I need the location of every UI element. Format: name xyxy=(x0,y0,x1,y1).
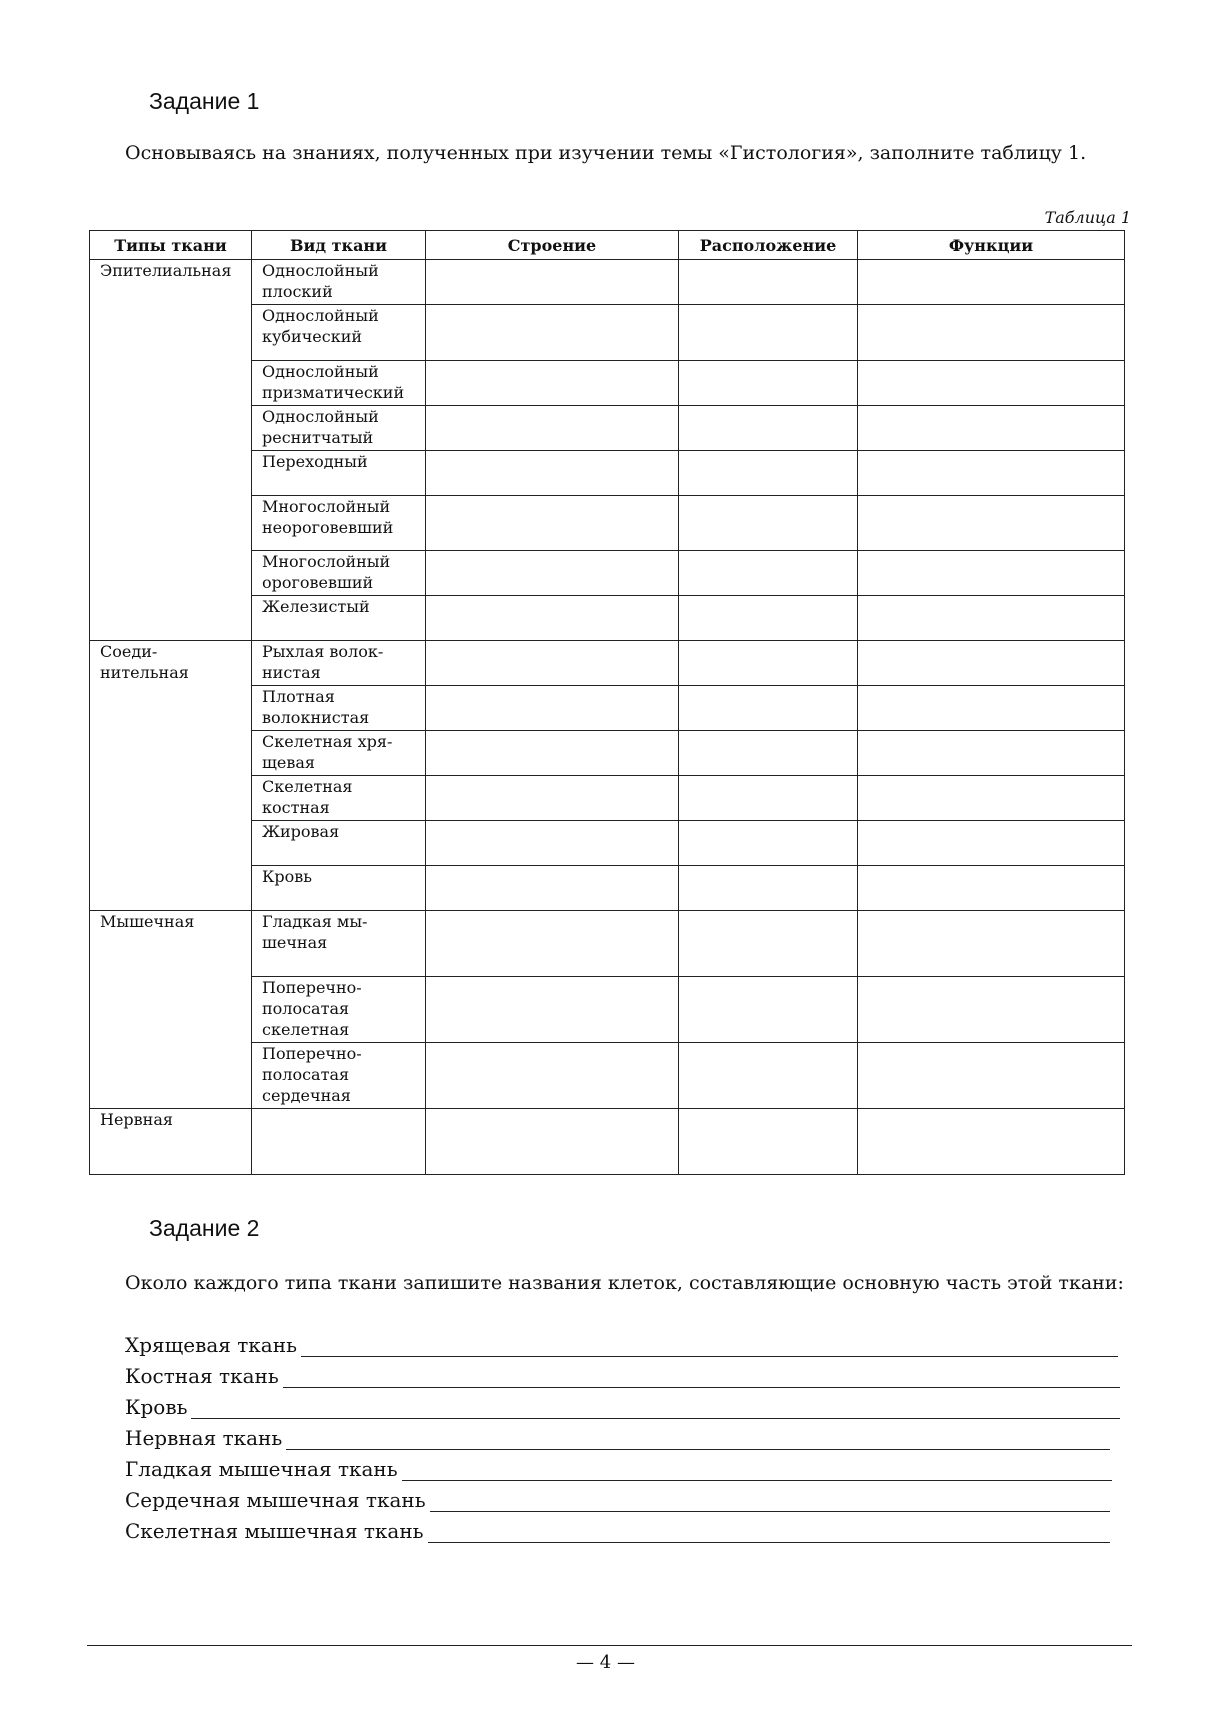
footer-rule xyxy=(87,1645,1132,1646)
location-answer-cell[interactable] xyxy=(679,866,858,911)
structure-answer-cell[interactable] xyxy=(426,821,679,866)
location-answer-cell[interactable] xyxy=(679,641,858,686)
tissue-type-cell: Соеди-нительная xyxy=(90,641,252,911)
functions-answer-cell[interactable] xyxy=(858,911,1125,977)
functions-answer-cell[interactable] xyxy=(858,451,1125,496)
answer-blank[interactable] xyxy=(402,1458,1112,1481)
tissue-kind-cell: Кровь xyxy=(252,866,426,911)
tissue-kind-cell: Однослойный реснитчатый xyxy=(252,406,426,451)
structure-answer-cell[interactable] xyxy=(426,305,679,361)
tissue-kind-cell: Однослойный кубический xyxy=(252,305,426,361)
tissue-kind-cell: Жировая xyxy=(252,821,426,866)
header-tissue-type: Типы ткани xyxy=(90,231,252,260)
tissue-kind-cell: Скелетная хря-щевая xyxy=(252,731,426,776)
answer-blank[interactable] xyxy=(191,1396,1120,1419)
tissue-label: Сердечная мышечная ткань xyxy=(125,1488,426,1512)
fill-line-item xyxy=(125,1419,1125,1450)
functions-answer-cell[interactable] xyxy=(858,866,1125,911)
tissue-label: Скелетная мышечная ткань xyxy=(125,1519,424,1543)
task2-heading: Задание 2 xyxy=(149,1215,260,1241)
location-answer-cell[interactable] xyxy=(679,260,858,305)
structure-answer-cell[interactable] xyxy=(426,686,679,731)
structure-answer-cell[interactable] xyxy=(426,641,679,686)
tissue-type-cell: Нервная xyxy=(90,1109,252,1175)
tissue-kind-cell: Скелетная костная xyxy=(252,776,426,821)
tissue-kind-cell: Плотная волокнистая xyxy=(252,686,426,731)
location-answer-cell[interactable] xyxy=(679,406,858,451)
structure-answer-cell[interactable] xyxy=(426,1043,679,1109)
location-answer-cell[interactable] xyxy=(679,977,858,1043)
location-answer-cell[interactable] xyxy=(679,596,858,641)
table-row xyxy=(90,911,1125,977)
functions-answer-cell[interactable] xyxy=(858,686,1125,731)
location-answer-cell[interactable] xyxy=(679,821,858,866)
structure-answer-cell[interactable] xyxy=(426,776,679,821)
fill-line-item xyxy=(125,1326,1125,1357)
page-number: — 4 — xyxy=(576,1652,635,1673)
location-answer-cell[interactable] xyxy=(679,451,858,496)
structure-answer-cell[interactable] xyxy=(426,406,679,451)
functions-answer-cell[interactable] xyxy=(858,260,1125,305)
fill-line-item xyxy=(125,1481,1125,1512)
tissue-label: Костная ткань xyxy=(125,1364,279,1388)
answer-blank[interactable] xyxy=(283,1365,1120,1388)
fill-line-item xyxy=(125,1357,1125,1388)
location-answer-cell[interactable] xyxy=(679,686,858,731)
fill-line-item xyxy=(125,1450,1125,1481)
task1-instructions: Основываясь на знаниях, полученных при изучении темы «Гистология», заполните таблицу 1. xyxy=(125,142,1087,164)
fill-line-item xyxy=(125,1388,1125,1419)
tissue-table xyxy=(89,230,1125,1175)
location-answer-cell[interactable] xyxy=(679,496,858,551)
header-tissue-kind: Вид ткани xyxy=(252,231,426,260)
functions-answer-cell[interactable] xyxy=(858,977,1125,1043)
table-row xyxy=(90,260,1125,305)
cell-names-list xyxy=(125,1326,1125,1543)
tissue-label: Кровь xyxy=(125,1395,188,1419)
tissue-kind-cell: Переходный xyxy=(252,451,426,496)
tissue-kind-cell: Многослойный ороговевший xyxy=(252,551,426,596)
tissue-kind-cell: Поперечно-полосатая скелетная xyxy=(252,977,426,1043)
location-answer-cell[interactable] xyxy=(679,1109,858,1175)
tissue-kind-cell: Однослойный призматический xyxy=(252,361,426,406)
answer-blank[interactable] xyxy=(428,1520,1110,1543)
functions-answer-cell[interactable] xyxy=(858,596,1125,641)
table-row xyxy=(90,641,1125,686)
answer-blank[interactable] xyxy=(286,1427,1110,1450)
answer-blank[interactable] xyxy=(301,1334,1118,1357)
functions-answer-cell[interactable] xyxy=(858,551,1125,596)
structure-answer-cell[interactable] xyxy=(426,911,679,977)
functions-answer-cell[interactable] xyxy=(858,361,1125,406)
tissue-type-cell: Мышечная xyxy=(90,911,252,1109)
location-answer-cell[interactable] xyxy=(679,305,858,361)
functions-answer-cell[interactable] xyxy=(858,641,1125,686)
tissue-type-cell: Эпителиальная xyxy=(90,260,252,641)
answer-blank[interactable] xyxy=(430,1489,1110,1512)
functions-answer-cell[interactable] xyxy=(858,776,1125,821)
location-answer-cell[interactable] xyxy=(679,911,858,977)
task2-instructions: Около каждого типа ткани запишите названия клеток, составляющие основную часть этой ткани: xyxy=(125,1272,1124,1294)
structure-answer-cell[interactable] xyxy=(426,866,679,911)
header-structure: Строение xyxy=(426,231,679,260)
functions-answer-cell[interactable] xyxy=(858,406,1125,451)
tissue-label: Хрящевая ткань xyxy=(125,1333,297,1357)
tissue-kind-cell: Гладкая мы-шечная xyxy=(252,911,426,977)
structure-answer-cell[interactable] xyxy=(426,731,679,776)
task1-heading: Задание 1 xyxy=(149,88,260,114)
location-answer-cell[interactable] xyxy=(679,731,858,776)
location-answer-cell[interactable] xyxy=(679,1043,858,1109)
structure-answer-cell[interactable] xyxy=(426,496,679,551)
structure-answer-cell[interactable] xyxy=(426,596,679,641)
structure-answer-cell[interactable] xyxy=(426,260,679,305)
location-answer-cell[interactable] xyxy=(679,361,858,406)
tissue-kind-cell: Поперечно-полосатая сердечная xyxy=(252,1043,426,1109)
structure-answer-cell[interactable] xyxy=(426,551,679,596)
functions-answer-cell[interactable] xyxy=(858,496,1125,551)
structure-answer-cell[interactable] xyxy=(426,1109,679,1175)
tissue-kind-cell xyxy=(252,1109,426,1175)
fill-line-item xyxy=(125,1512,1125,1543)
table-caption: Таблица 1 xyxy=(1044,208,1131,227)
functions-answer-cell[interactable] xyxy=(858,821,1125,866)
functions-answer-cell[interactable] xyxy=(858,1043,1125,1109)
functions-answer-cell[interactable] xyxy=(858,305,1125,361)
table-row xyxy=(90,1109,1125,1175)
location-answer-cell[interactable] xyxy=(679,776,858,821)
table-header-row xyxy=(90,231,1125,260)
tissue-kind-cell: Рыхлая волок-нистая xyxy=(252,641,426,686)
structure-answer-cell[interactable] xyxy=(426,361,679,406)
functions-answer-cell[interactable] xyxy=(858,1109,1125,1175)
header-functions: Функции xyxy=(858,231,1125,260)
location-answer-cell[interactable] xyxy=(679,551,858,596)
structure-answer-cell[interactable] xyxy=(426,451,679,496)
tissue-kind-cell: Многослойный неороговевший xyxy=(252,496,426,551)
tissue-label: Нервная ткань xyxy=(125,1426,283,1450)
tissue-label: Гладкая мышечная ткань xyxy=(125,1457,398,1481)
structure-answer-cell[interactable] xyxy=(426,977,679,1043)
functions-answer-cell[interactable] xyxy=(858,731,1125,776)
tissue-kind-cell: Однослойный плоский xyxy=(252,260,426,305)
header-location: Расположение xyxy=(679,231,858,260)
tissue-kind-cell: Железистый xyxy=(252,596,426,641)
